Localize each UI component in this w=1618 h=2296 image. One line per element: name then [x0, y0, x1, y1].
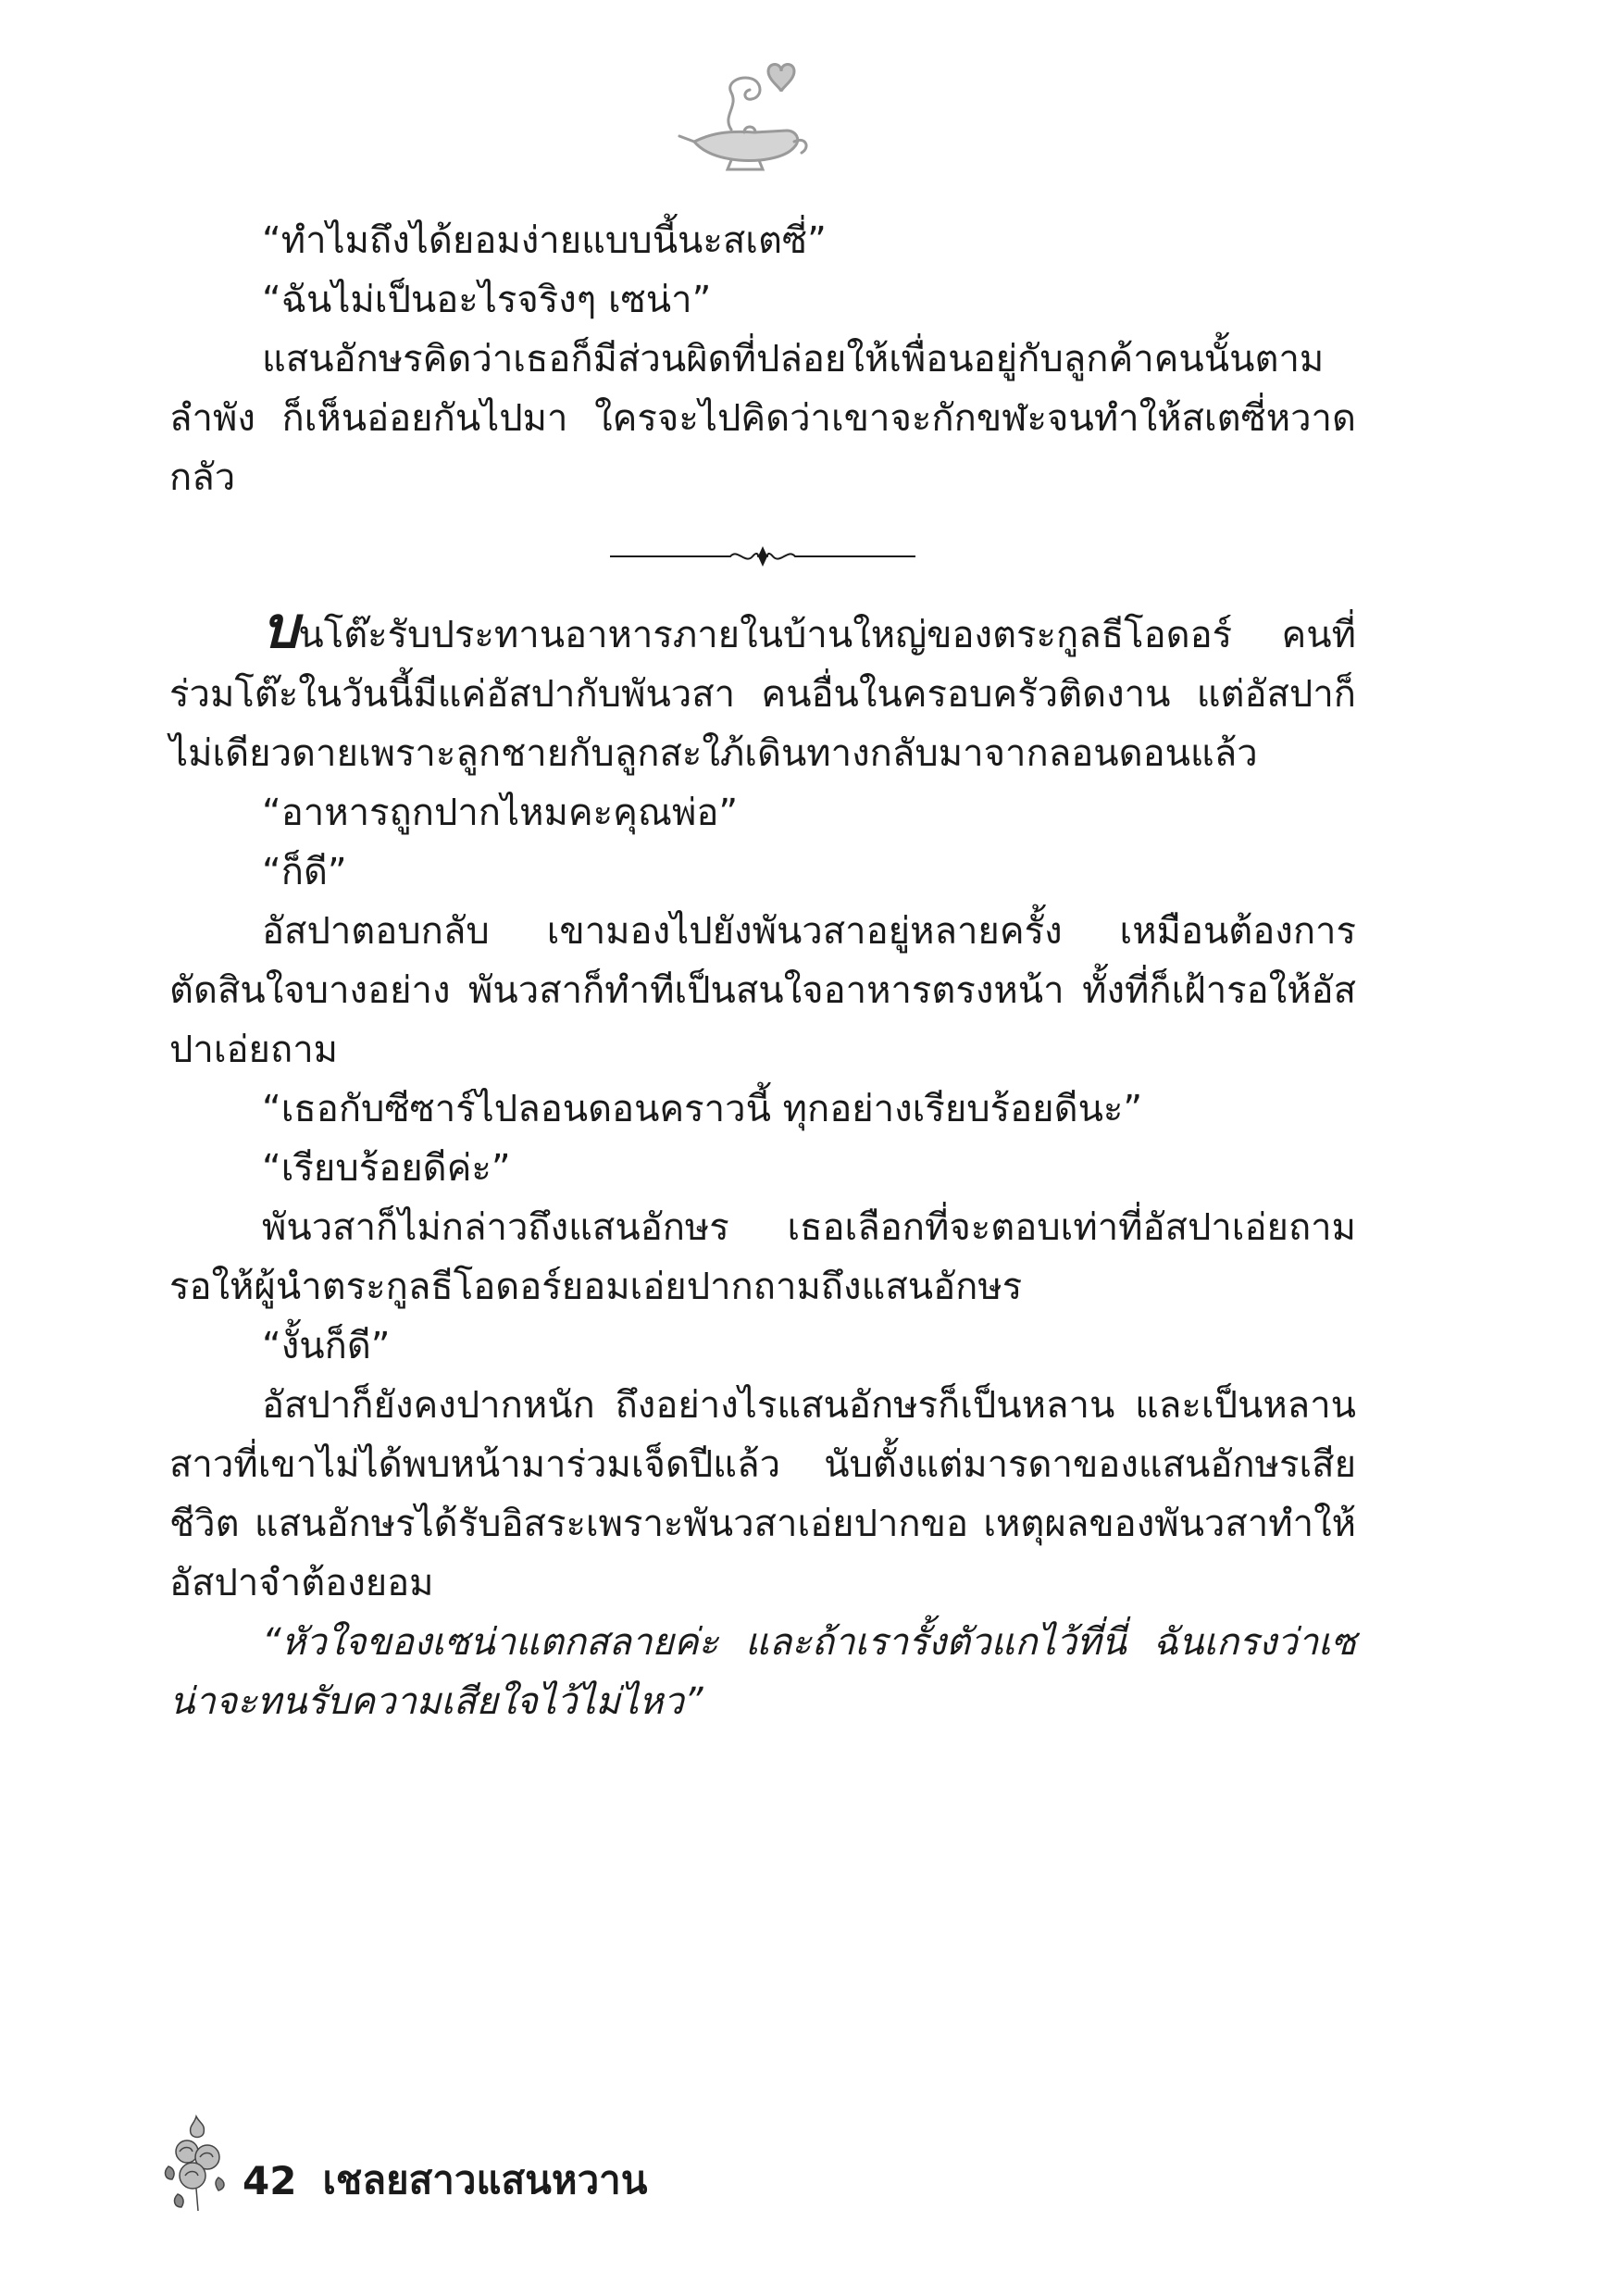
paragraph-2: “ฉันไม่เป็นอะไรจริงๆ เซน่า”: [262, 279, 712, 321]
section-divider: [169, 507, 1356, 605]
book-title: เชลยสาวแสนหวาน: [322, 2157, 648, 2202]
paragraph-13: “หัวใจของเซน่าแตกสลายค่ะ และถ้าเรารั้งตัวแกไว้ที่นี่ ฉันเกรงว่าเซน่าจะทนรับความเสียใจไว้ไม่ไหว”: [169, 1621, 1356, 1723]
paragraph-10: พันวสาก็ไม่กล่าวถึงแสนอักษร เธอเลือกที่จะตอบเท่าที่อัสปาเอ่ยถาม รอให้ผู้นำตระกูลธีโอดอร์ยอมเอ่ยปากถามถึงแสนอักษร: [169, 1206, 1356, 1308]
paragraph-6: “ก็ดี”: [262, 851, 347, 893]
paragraph-1: “ทำไมถึงได้ยอมง่ายแบบนี้นะสเตซี่”: [262, 219, 827, 262]
flourish-divider-icon: [610, 543, 915, 570]
paragraph-7: อัสปาตอบกลับ เขามองไปยังพันวสาอยู่หลายครั้ง เหมือนต้องการตัดสินใจบางอย่าง พันวสาก็ทำทีเป็นสนใจอาหารตรงหน้า ทั้งที่ก็เฝ้ารอให้อัสปาเอ่ยถาม: [169, 910, 1356, 1071]
paragraph-11: “งั้นก็ดี”: [262, 1325, 391, 1367]
paragraph-9: “เรียบร้อยดีค่ะ”: [262, 1147, 511, 1190]
paragraph-4-text: นโต๊ะรับประทานอาหารภายในบ้านใหญ่ของตระกูลธีโอดอร์ คนที่ร่วมโต๊ะในวันนี้มีแค่อัสปากับพันวสา คนอื่นในครอบครัวติดงาน แต่อัสปาก็ไม่เดียวดายเพราะลูกชายกับลูกสะใภ้เดินทางกลับมาจากลอนดอนแล้ว: [169, 614, 1356, 775]
page-footer: [159, 2111, 647, 2213]
paragraph-12: อัสปาก็ยังคงปากหนัก ถึงอย่างไรแสนอักษรก็เป็นหลาน และเป็นหลานสาวที่เขาไม่ได้พบหน้ามาร่วมเจ็ดปีแล้ว นับตั้งแต่มารดาของแสนอักษรเสียชีวิต แสนอักษรได้รับอิสระเพราะพันวสาเอ่ยปากขอ เหตุผลของพันวสาทำให้อัสปาจำต้องยอม: [169, 1384, 1356, 1604]
lamp-genie-ornament-icon: [666, 51, 824, 181]
rose-flower-icon: [159, 2111, 233, 2213]
drop-cap: บ: [262, 593, 299, 661]
paragraph-5: “อาหารถูกปากไหมคะคุณพ่อ”: [262, 792, 739, 834]
paragraph-8: “เธอกับซีซาร์ไปลอนดอนคราวนี้ ทุกอย่างเรียบร้อยดีนะ”: [262, 1088, 1143, 1130]
page-body: [169, 211, 1356, 1731]
page-number: 42: [243, 2157, 297, 2203]
paragraph-4: [169, 593, 1356, 783]
paragraph-3: แสนอักษรคิดว่าเธอก็มีส่วนผิดที่ปล่อยให้เพื่อนอยู่กับลูกค้าคนนั้นตามลำพัง ก็เห็นอ่อยกันไปมา ใครจะไปคิดว่าเขาจะกักขฬะจนทำให้สเตซี่หวาดกลัว: [169, 338, 1356, 499]
